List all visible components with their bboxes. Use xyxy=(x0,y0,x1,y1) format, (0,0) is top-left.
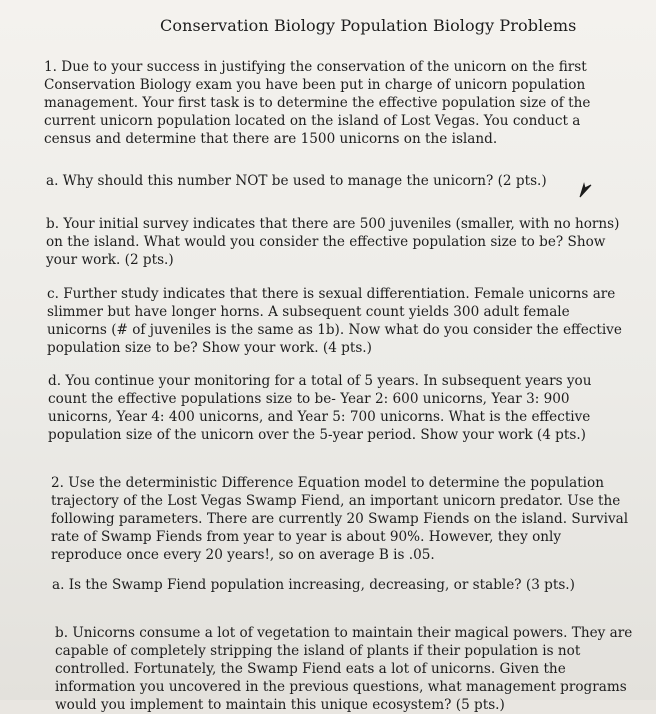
text-line: your work. (2 pts.) xyxy=(46,252,174,268)
text-line: 2. Use the deterministic Difference Equation model to determine the population xyxy=(51,475,604,491)
question-2-intro xyxy=(51,474,628,564)
question-1-intro xyxy=(44,58,590,148)
text-line: trajectory of the Lost Vegas Swamp Fiend, an important unicorn predator. Use the xyxy=(51,493,621,509)
text-line: b. Unicorns consume a lot of vegetation to maintain their magical powers. They are xyxy=(55,625,633,641)
text-line: rate of Swamp Fiends from year to year is about 90%. However, they only xyxy=(51,529,562,545)
text-line: unicorns (# of juveniles is the same as 1b). Now what do you consider the effective xyxy=(47,322,622,338)
text-line: would you implement to maintain this unique ecosystem? (5 pts.) xyxy=(55,697,505,713)
text-line: management. Your first task is to determine the effective population size of the xyxy=(44,95,591,111)
question-2a xyxy=(52,576,575,594)
text-line: population size of the unicorn over the 5-year period. Show your work (4 pts.) xyxy=(48,427,586,443)
text-line: a. Is the Swamp Fiend population increasing, decreasing, or stable? (3 pts.) xyxy=(52,577,575,593)
text-line: population size to be? Show your work. (4 pts.) xyxy=(47,340,372,356)
text-line: d. You continue your monitoring for a total of 5 years. In subsequent years you xyxy=(48,373,592,389)
text-line: 1. Due to your success in justifying the conservation of the unicorn on the first xyxy=(44,59,587,75)
page-title: Conservation Biology Population Biology Problems xyxy=(160,16,577,35)
text-line: on the island. What would you consider the effective population size to be? Show xyxy=(46,234,606,250)
text-line: controlled. Fortunately, the Swamp Fiend eats a lot of unicorns. Given the xyxy=(55,661,566,677)
text-line: a. Why should this number NOT be used to manage the unicorn? (2 pts.) xyxy=(46,173,547,189)
text-line: following parameters. There are currently 20 Swamp Fiends on the island. Survival xyxy=(51,511,629,527)
question-1c xyxy=(47,285,622,357)
mouse-cursor-icon xyxy=(579,181,593,199)
text-line: reproduce once every 20 years!, so on average B is .05. xyxy=(51,547,435,563)
text-line: capable of completely stripping the island of plants if their population is not xyxy=(55,643,581,659)
text-line: current unicorn population located on the island of Lost Vegas. You conduct a xyxy=(44,113,581,129)
question-1b xyxy=(46,215,619,269)
question-1d xyxy=(48,372,592,444)
text-line: census and determine that there are 1500 unicorns on the island. xyxy=(44,131,498,147)
question-2b xyxy=(55,624,632,714)
question-1a xyxy=(46,172,547,190)
text-line: b. Your initial survey indicates that there are 500 juveniles (smaller, with no horns) xyxy=(46,216,620,232)
text-line: Conservation Biology exam you have been put in charge of unicorn population xyxy=(44,77,586,93)
text-line: unicorns, Year 4: 400 unicorns, and Year 5: 700 unicorns. What is the effective xyxy=(48,409,591,425)
text-line: slimmer but have longer horns. A subsequent count yields 300 adult female xyxy=(47,304,570,320)
text-line: count the effective populations size to be- Year 2: 600 unicorns, Year 3: 900 xyxy=(48,391,570,407)
text-line: c. Further study indicates that there is sexual differentiation. Female unicorns are xyxy=(47,286,616,302)
text-line: information you uncovered in the previous questions, what management programs xyxy=(55,679,627,695)
